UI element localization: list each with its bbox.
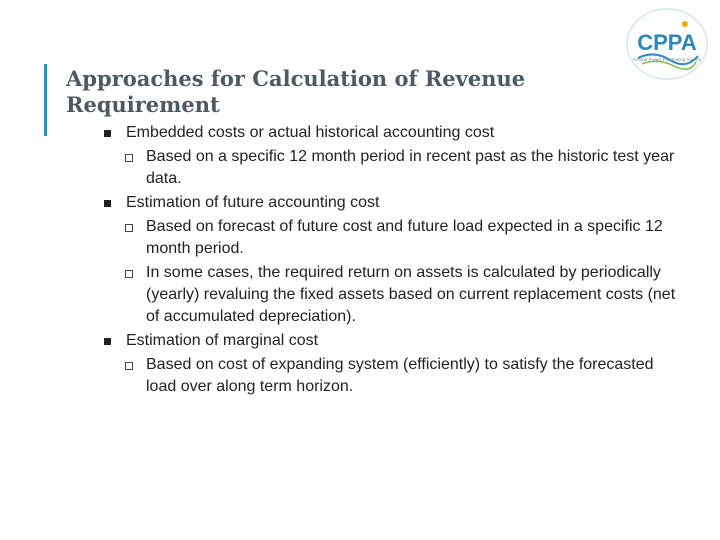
square-bullet-icon [104,200,111,207]
sub-bullet-item [104,216,684,260]
hollow-square-bullet-icon [125,154,133,162]
bullet-text: Estimation of future accounting cost [126,194,380,211]
sub-bullet-text: Based on a specific 12 month period in recent past as the historic test year data. [146,148,675,187]
bullet-text: Estimation of marginal cost [126,332,319,349]
hollow-square-bullet-icon [125,270,133,278]
hollow-square-bullet-icon [125,362,133,370]
hollow-square-bullet-icon [125,224,133,232]
sub-bullet-text: Based on cost of expanding system (efficiently) to satisfy the forecasted load over along term horizon. [146,356,654,395]
bullet-item [104,192,684,214]
square-bullet-icon [104,130,111,137]
square-bullet-icon [104,338,111,345]
sub-bullet-item [104,262,684,328]
bullet-text: Embedded costs or actual historical accounting cost [126,124,495,141]
slide-title: Approaches for Calculation of Revenue Requirement [66,66,526,117]
logo-subtext: Central Power Purchasing Agency [632,57,702,62]
sub-bullet-text: Based on forecast of future cost and future load expected in a specific 12 month period. [146,218,663,257]
cppa-logo [624,6,710,82]
bullet-item [104,122,684,144]
sub-bullet-item [104,146,684,190]
cppa-logo-icon [624,6,710,82]
bullet-list [104,122,684,400]
bullet-item [104,330,684,352]
sub-bullet-text: In some cases, the required return on assets is calculated by periodically (yearly) revaluing the fixed assets based on current replacement costs (net of accumulated depreciation). [146,264,676,325]
logo-text: CPPA [637,30,697,55]
title-accent-bar [44,64,47,136]
sub-bullet-item [104,354,684,398]
